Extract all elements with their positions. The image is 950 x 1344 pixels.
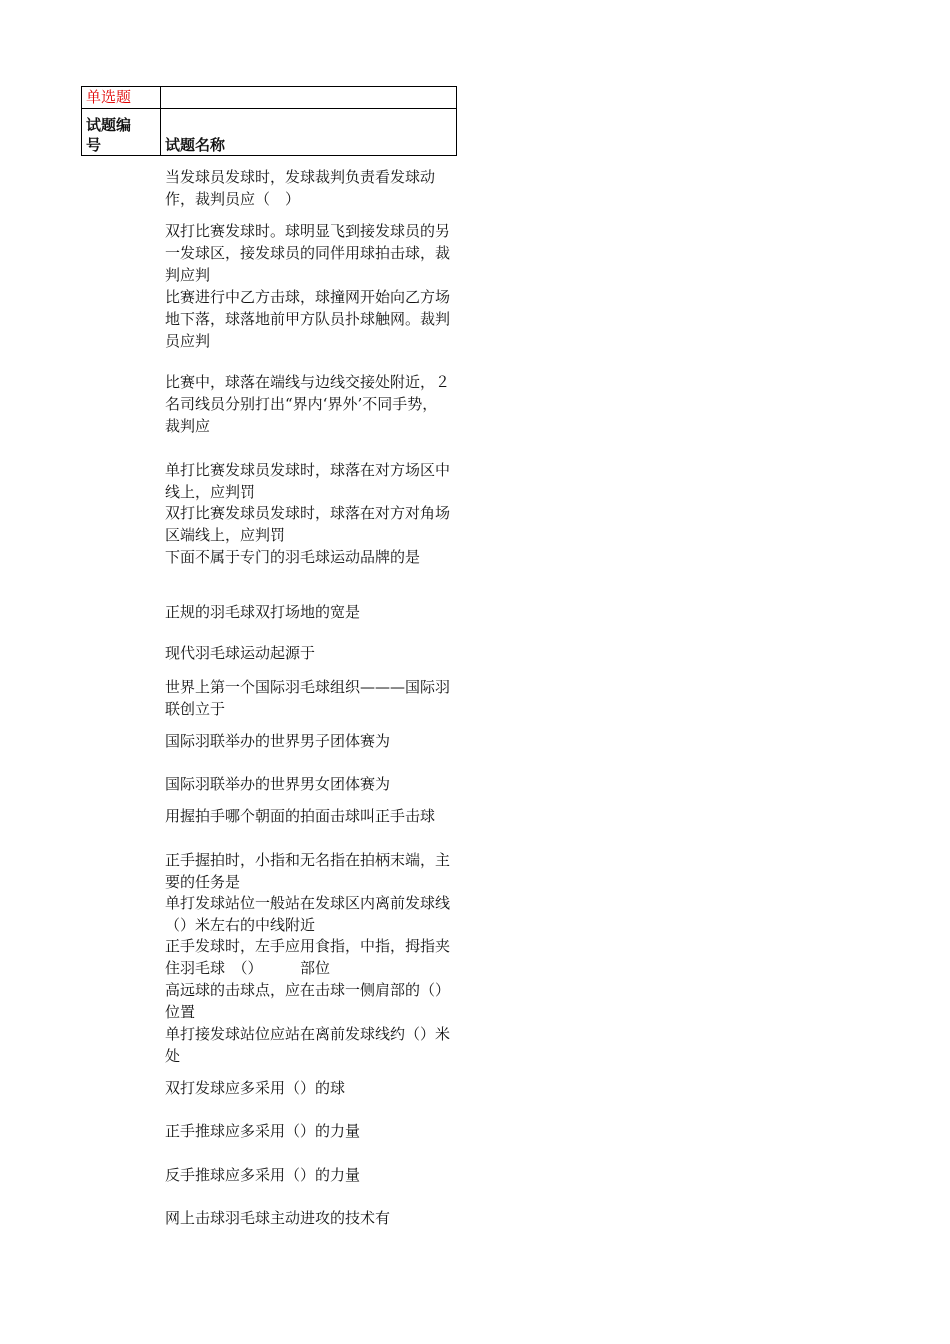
- question-text: 单打比赛发球员发球时，球落在对方场区中线上，应判罚: [165, 461, 451, 501]
- question-text: 比赛中，球落在端线与边线交接处附近，２名司线员分别打出“界内‘界外’不同手势，裁判应: [165, 373, 451, 435]
- question-text: 下面不属于专门的羽毛球运动品牌的是: [165, 548, 421, 566]
- question-text: 单打发球站位一般站在发球区内离前发球线 （）米左右的中线附近: [165, 894, 466, 934]
- question-id-header-line2: 号: [86, 136, 102, 154]
- question-text: 双打比赛发球时。球明显飞到接发球员的另一发球区，接发球员的同伴用球拍击球，裁判应判: [165, 222, 451, 284]
- question-id-header-line1: 试题编: [86, 116, 132, 134]
- question-text: 正手推球应多采用（）的力量: [165, 1122, 361, 1140]
- question-text: 比赛进行中乙方击球，球撞网开始向乙方场地下落，球落地前甲方队员扑球触网。裁判员应判: [165, 288, 451, 350]
- header-row-columns: [82, 109, 457, 156]
- header-table: [81, 86, 457, 156]
- header-row-type: [82, 87, 457, 109]
- question-text: 现代羽毛球运动起源于: [165, 644, 316, 662]
- question-text: 单打接发球站位应站在离前发球线约（）米处: [165, 1025, 451, 1065]
- question-text: 国际羽联举办的世界男女团体赛为: [165, 775, 391, 793]
- question-text: 双打比赛发球员发球时，球落在对方对角场区端线上，应判罚: [165, 504, 451, 544]
- question-text: 国际羽联举办的世界男子团体赛为: [165, 732, 391, 750]
- type-cell: [82, 87, 161, 109]
- question-text: 用握拍手哪个朝面的拍面击球叫正手击球: [165, 807, 436, 825]
- question-text: 世界上第一个国际羽毛球组织———国际羽联创立于: [165, 678, 451, 718]
- question-text: 网上击球羽毛球主动进攻的技术有: [165, 1209, 391, 1227]
- question-id-header: [82, 109, 161, 156]
- question-name-header: 试题名称: [161, 109, 457, 156]
- question-text: 反手推球应多采用（）的力量: [165, 1166, 361, 1184]
- question-text: 正手发球时，左手应用食指，中指，拇指夹住羽毛球 （） 部位: [165, 937, 451, 977]
- question-sheet: [81, 86, 457, 156]
- question-text: 当发球员发球时，发球裁判负责看发球动作，裁判员应（ ）: [165, 168, 436, 208]
- question-text: 高远球的击球点，应在击球一侧肩部的（）位置: [165, 981, 451, 1021]
- question-type-label: 单选题: [86, 88, 132, 106]
- question-text: 正手握拍时，小指和无名指在拍柄末端，主要的任务是: [165, 851, 451, 891]
- question-text: 正规的羽毛球双打场地的宽是: [165, 603, 361, 621]
- question-text: 双打发球应多采用（）的球: [165, 1079, 346, 1097]
- type-cell-empty: [161, 87, 457, 109]
